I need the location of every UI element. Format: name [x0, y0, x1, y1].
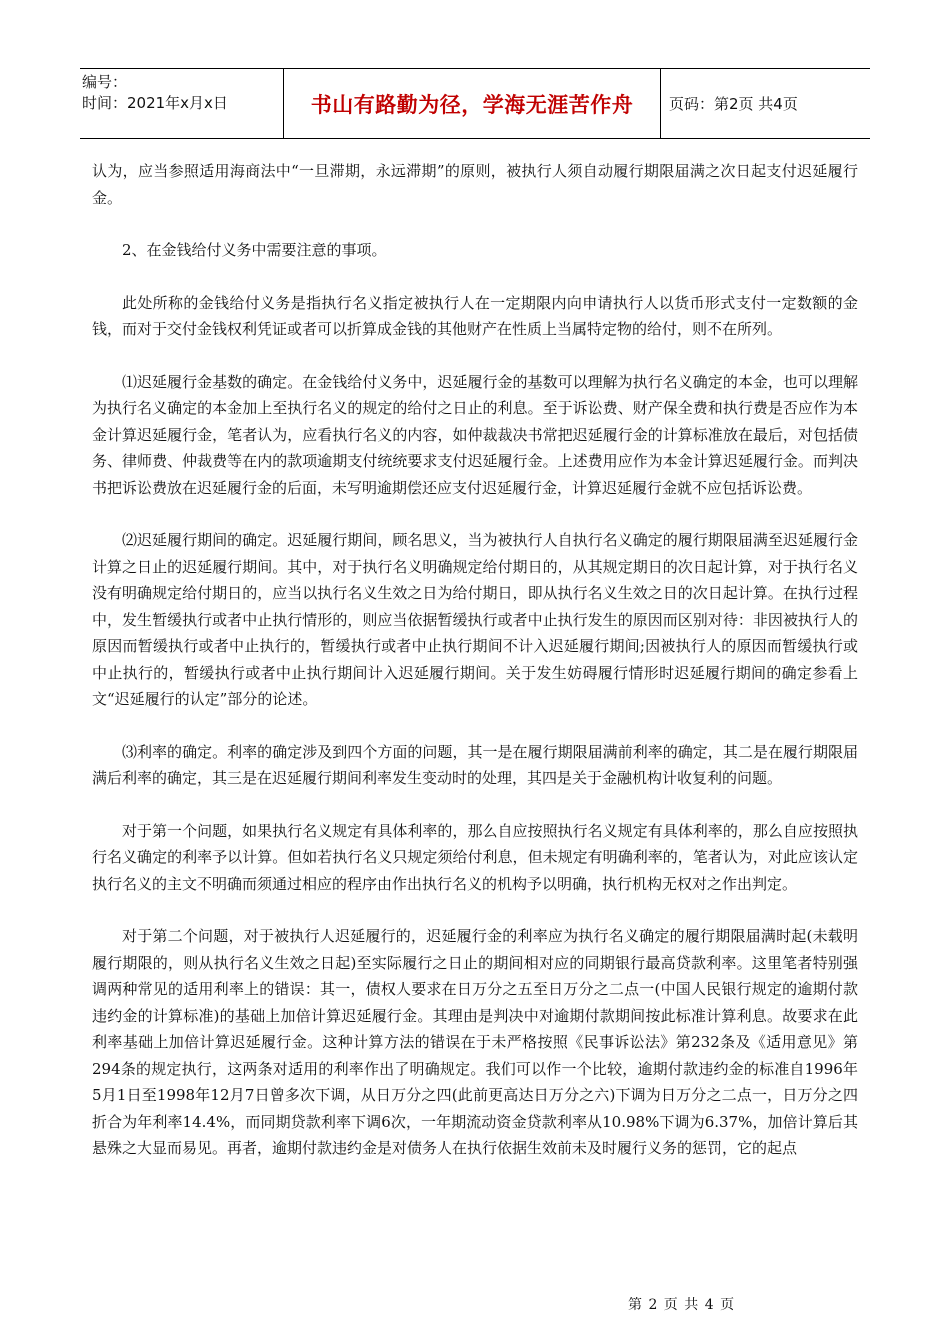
page-code: 页码：第2页 共4页 — [669, 95, 798, 113]
motto: 书山有路勤为径，学海无涯苦作舟 — [284, 69, 661, 138]
page-header — [80, 68, 870, 139]
header-meta — [80, 69, 284, 138]
document-body — [92, 158, 858, 1188]
paragraph: 此处所称的金钱给付义务是指执行名义指定被执行人在一定期限内向申请执行人以货币形式支付一定数额的金钱，而对于交付金钱权利凭证或者可以折算成金钱的其他财产在性质上当属特定物的给付，则不在所列。 — [92, 293, 858, 338]
paragraph: 对于第二个问题，对于被执行人迟延履行的，迟延履行金的利率应为执行名义确定的履行期限届满时起(未载明履行期限的，则从执行名义生效之日起)至实际履行之日止的期间相对应的同期银行最高贷款利率。这里笔者特别强调两种常见的适用利率上的错误：其一，债权人要求在日万分之五至日万分之二点一(中国人民银行规定的逾期付款违约金的计算标准)的基础上加倍计算迟延履行金。其理由是判决中对逾期付款期间按此标准计算利息。故要求在此利率基础上加倍计算迟延履行金。这种计算方法的错误在于未严格按照《民事诉讼法》第232条及《适用意见》第294条的规定执行，这两条对适用的利率作出了明确规定。我们可以作一个比较，逾期付款违约金的标准自1996年5月1日至1998年12月7日曾多次下调，从日万分之四(此前更高达日万分之六)下调为日万分之二点一，日万分之四折合为年利率14.4%，而同期贷款利率下调6次，一年期流动资金贷款利率从10.98%下调为6.37%，加倍计算后其悬殊之大显而易见。再者，逾期付款违约金是对债务人在执行依据生效前未及时履行义务的惩罚，它的起点 — [92, 927, 858, 1157]
paragraph: 对于第一个问题，如果执行名义规定有具体利率的，那么自应按照执行名义规定有具体利率的，那么自应按照执行名义确定的利率予以计算。但如若执行名义只规定须给付利息，但未规定有明确利率的，笔者认为，对此应该认定执行名义的主文不明确而须通过相应的程序由作出执行名义的机构予以明确，执行机构无权对之作出判定。 — [92, 821, 858, 893]
number-label: 编号： — [82, 73, 128, 91]
paragraph: ⑵迟延履行期间的确定。迟延履行期间，顾名思义，当为被执行人自执行名义确定的履行期限届满至迟延履行金计算之日止的迟延履行期间。其中，对于执行名义明确规定给付期日的，从其规定期日的次日起计算，对于执行名义没有明确规定给付期日的，应当以执行名义生效之日为给付期日，即从执行名义生效之日的次日起计算。在执行过程中，发生暂缓执行或者中止执行情形的，则应当依据暂缓执行或者中止执行发生的原因而区别对待：非因被执行人的原因而暂缓执行或者中止执行的，暂缓执行或者中止执行期间不计入迟延履行期间;因被执行人的原因而暂缓执行或中止执行的，暂缓执行或者中止执行期间计入迟延履行期间。关于发生妨碍履行情形时迟延履行期间的确定参看上文“迟延履行的认定”部分的论述。 — [92, 531, 858, 708]
paragraph: ⑴迟延履行金基数的确定。在金钱给付义务中，迟延履行金的基数可以理解为执行名义确定的本金，也可以理解为执行名义确定的本金加上至执行名义的规定的给付之日止的利息。至于诉讼费、财产保全费和执行费是否应作为本金计算迟延履行金，笔者认为，应看执行名义的内容，如仲裁裁决书常把迟延履行金的计算标准放在最后，对包括债务、律师费、仲裁费等在内的款项逾期支付统统要求支付迟延履行金。上述费用应作为本金计算迟延履行金。而判决书把诉讼费放在迟延履行金的后面，未写明逾期偿还应支付迟延履行金，计算迟延履行金就不应包括诉讼费。 — [92, 372, 858, 497]
paragraph: ⑶利率的确定。利率的确定涉及到四个方面的问题，其一是在履行期限届满前利率的确定，其二是在履行期限届满后利率的确定，其三是在迟延履行期间利率发生变动时的处理，其四是关于金融机构计收复利的问题。 — [92, 742, 858, 787]
paragraph: 2、在金钱给付义务中需要注意的事项。 — [122, 241, 387, 259]
page-footer: 第 2 页 共 4 页 — [628, 1297, 736, 1313]
time-label: 时间：2021年x月x日 — [82, 94, 228, 112]
paragraph: 认为，应当参照适用海商法中“一旦滞期，永远滞期”的原则，被执行人须自动履行期限届满之次日起支付迟延履行金。 — [92, 162, 858, 207]
